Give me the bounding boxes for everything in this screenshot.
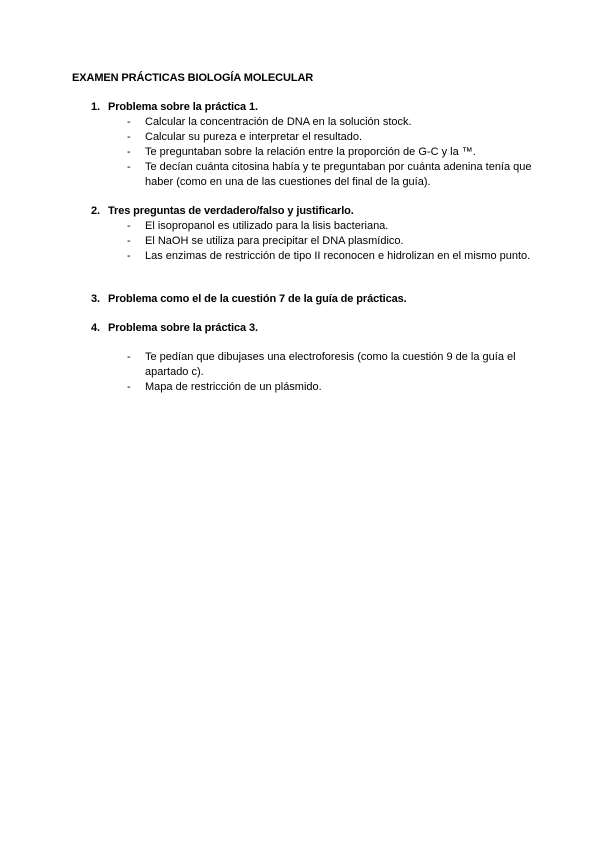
- list-item: [91, 249, 541, 264]
- problem-1-number: 1.: [91, 101, 100, 113]
- exam-title: EXAMEN PRÁCTICAS BIOLOGÍA MOLECULAR: [72, 72, 314, 84]
- dash-bullet: -: [127, 161, 131, 173]
- dash-bullet: -: [127, 381, 131, 393]
- problem-4-title: Problema sobre la práctica 3.: [108, 322, 258, 334]
- problem-2: [91, 204, 541, 264]
- problem-2-list: [91, 219, 541, 264]
- problem-4-heading: [91, 321, 541, 336]
- problem-3: [91, 292, 541, 307]
- list-item-text: El NaOH se utiliza para precipitar el DNA plasmídico.: [145, 235, 404, 247]
- problem-1-list: [91, 115, 541, 190]
- list-item-text: Te pedían que dibujases una electroforesis (como la cuestión 9 de la guía el apartado c).: [145, 351, 516, 378]
- list-item-text: Te decían cuánta citosina había y te preguntaban por cuánta adenina tenía que haber (como en una de las cuestiones del final de la guía).: [145, 161, 532, 188]
- problem-4-number: 4.: [91, 322, 100, 334]
- problem-4-list: [91, 350, 541, 395]
- problem-3-title: Problema como el de la cuestión 7 de la guía de prácticas.: [108, 293, 407, 305]
- dash-bullet: -: [127, 146, 131, 158]
- problem-4: [91, 321, 541, 395]
- dash-bullet: -: [127, 220, 131, 232]
- list-item: [91, 115, 541, 130]
- problem-1: [91, 100, 541, 190]
- list-item-text: Calcular su pureza e interpretar el resultado.: [145, 131, 363, 143]
- problem-3-heading: [91, 292, 541, 307]
- problem-3-number: 3.: [91, 293, 100, 305]
- problem-2-heading: [91, 204, 541, 219]
- list-item-text: Calcular la concentración de DNA en la solución stock.: [145, 116, 412, 128]
- problem-2-number: 2.: [91, 205, 100, 217]
- list-item: [91, 350, 541, 380]
- list-item-text: Mapa de restricción de un plásmido.: [145, 381, 322, 393]
- list-item: [91, 160, 541, 190]
- list-item: [91, 219, 541, 234]
- list-item-text: El isopropanol es utilizado para la lisis bacteriana.: [145, 220, 389, 232]
- list-item: [91, 130, 541, 145]
- dash-bullet: -: [127, 116, 131, 128]
- problem-1-title: Problema sobre la práctica 1.: [108, 101, 258, 113]
- list-item: [91, 380, 541, 395]
- list-item-text: Te preguntaban sobre la relación entre la proporción de G-C y la ™.: [145, 146, 476, 158]
- list-item-text: Las enzimas de restricción de tipo II reconocen e hidrolizan en el mismo punto.: [145, 250, 531, 262]
- dash-bullet: -: [127, 351, 131, 363]
- problem-2-title: Tres preguntas de verdadero/falso y justificarlo.: [108, 205, 354, 217]
- dash-bullet: -: [127, 235, 131, 247]
- problem-1-heading: [91, 100, 541, 115]
- dash-bullet: -: [127, 250, 131, 262]
- list-item: [91, 234, 541, 249]
- dash-bullet: -: [127, 131, 131, 143]
- list-item: [91, 145, 541, 160]
